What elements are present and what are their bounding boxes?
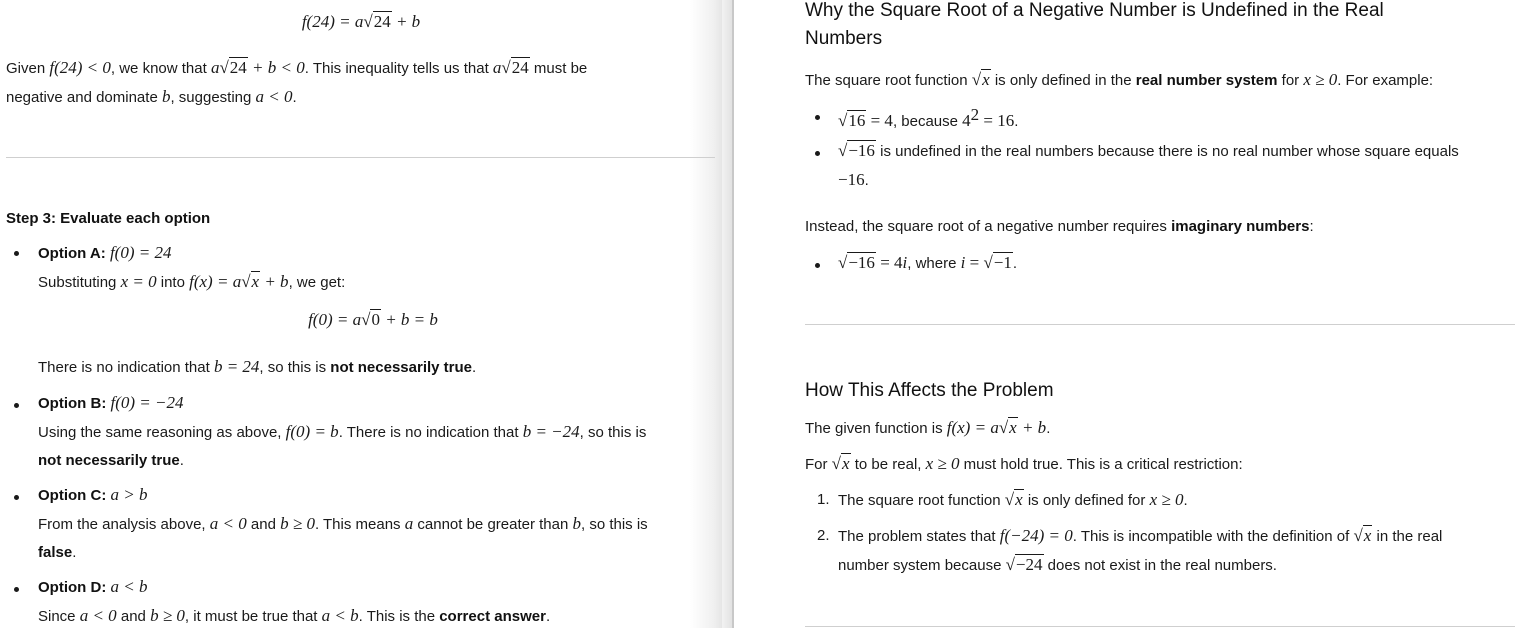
text: , we get: bbox=[288, 274, 346, 291]
text: Given bbox=[6, 60, 50, 77]
text: is only defined for bbox=[1023, 492, 1150, 509]
sqrt: √24 bbox=[501, 58, 529, 77]
math: b = −24 bbox=[522, 422, 580, 441]
sqrt: √x bbox=[241, 272, 260, 291]
text: . This is the bbox=[358, 608, 440, 625]
list-number: 1. bbox=[817, 491, 830, 508]
sqrt: √16 bbox=[838, 111, 866, 130]
exponent: 2 bbox=[970, 105, 980, 124]
radicand: −16 bbox=[848, 141, 875, 160]
text: : bbox=[1309, 218, 1314, 235]
option-label: Option A: bbox=[38, 245, 110, 262]
bullet bbox=[815, 151, 820, 156]
text: . This is incompatible with the definition of bbox=[1072, 528, 1354, 545]
text: From the analysis above, bbox=[38, 516, 210, 533]
sqrt: √24 bbox=[363, 12, 391, 31]
bold-text: correct answer bbox=[439, 608, 546, 625]
sqrt: √x bbox=[1004, 490, 1023, 509]
option-math: f(0) = 24 bbox=[109, 243, 172, 262]
text: is only defined in the bbox=[990, 72, 1136, 89]
text: There is no indication that bbox=[38, 359, 214, 376]
text: The square root function bbox=[805, 72, 972, 89]
bold-text: not necessarily true bbox=[330, 359, 473, 376]
example-bullet-1 bbox=[838, 101, 1018, 136]
text: . bbox=[72, 544, 77, 561]
sqrt: √24 bbox=[219, 58, 247, 77]
bold-text: false bbox=[38, 544, 73, 561]
math: i bbox=[902, 253, 908, 272]
math: f(0) = b bbox=[285, 422, 339, 441]
text: For bbox=[805, 456, 832, 473]
math: b ≥ 0 bbox=[150, 606, 185, 625]
bullet bbox=[815, 115, 820, 120]
given-line-1 bbox=[6, 54, 706, 83]
equation-f0 bbox=[38, 310, 708, 330]
text: . bbox=[1046, 420, 1051, 437]
text: , so this is bbox=[581, 516, 648, 533]
text: . bbox=[179, 452, 184, 469]
text: Using the same reasoning as above, bbox=[38, 424, 286, 441]
right-panel bbox=[734, 0, 1520, 628]
math: f(24) < 0 bbox=[49, 58, 111, 77]
sqrt: √x bbox=[1353, 526, 1372, 545]
text: Instead, the square root of a negative number requires bbox=[805, 218, 1172, 235]
math: = 4 bbox=[866, 111, 893, 130]
text: , we know that bbox=[110, 60, 211, 77]
divider-rule bbox=[6, 157, 715, 158]
text: . bbox=[1012, 255, 1018, 272]
eq-lhs: f(24) = a bbox=[301, 12, 364, 31]
math: x ≥ 0 bbox=[1149, 490, 1184, 509]
text: in the real bbox=[1372, 528, 1443, 545]
math: a bbox=[492, 58, 502, 77]
bullet bbox=[14, 403, 19, 408]
bullet bbox=[14, 495, 19, 500]
radicand: 24 bbox=[511, 58, 529, 77]
option-label: Option C: bbox=[38, 487, 111, 504]
sqrt: √−24 bbox=[1005, 555, 1043, 574]
option-math: a > b bbox=[110, 485, 148, 504]
text: , it must be true that bbox=[184, 608, 322, 625]
restriction-list-item-2 bbox=[838, 522, 1518, 580]
text: must be bbox=[529, 60, 588, 77]
divider-rule bbox=[805, 324, 1515, 325]
text: negative and dominate bbox=[6, 89, 162, 106]
math: + b bbox=[260, 272, 289, 291]
bold-text: imaginary numbers bbox=[1171, 218, 1310, 235]
sqrt: √0 bbox=[361, 310, 380, 329]
imaginary-bullet bbox=[838, 249, 1017, 278]
option-label: Option D: bbox=[38, 579, 111, 596]
text: , so this is bbox=[579, 424, 647, 441]
text: . bbox=[545, 608, 551, 625]
step3-heading: Step 3: Evaluate each option bbox=[6, 210, 211, 227]
math: f(x) = a bbox=[189, 272, 242, 291]
text: is undefined in the real numbers because there is no real number whose square equals bbox=[875, 143, 1459, 160]
heading-line-2: Numbers bbox=[805, 28, 883, 49]
text: number system because bbox=[838, 557, 1006, 574]
radicand: 24 bbox=[229, 58, 247, 77]
panel-shadow bbox=[714, 0, 732, 628]
eq-rhs: + b bbox=[391, 12, 421, 31]
option-label: Option B: bbox=[38, 395, 111, 412]
radicand: x bbox=[982, 70, 990, 89]
option-c bbox=[38, 481, 708, 567]
math: a bbox=[210, 58, 220, 77]
math: a < 0 bbox=[209, 514, 247, 533]
sqrt: √x bbox=[971, 70, 990, 89]
given-paragraph bbox=[6, 54, 706, 112]
radicand: x bbox=[1015, 490, 1023, 509]
option-a-label bbox=[38, 239, 708, 268]
text: Since bbox=[38, 608, 80, 625]
text: to be real, bbox=[850, 456, 926, 473]
radicand: 24 bbox=[373, 12, 391, 31]
option-a-conclusion bbox=[38, 353, 476, 382]
bold-text: not necessarily true bbox=[38, 452, 180, 469]
math: + b bbox=[1017, 418, 1047, 437]
option-d bbox=[38, 573, 708, 631]
left-panel bbox=[0, 0, 722, 628]
option-a-body bbox=[38, 268, 708, 297]
text: . For example: bbox=[1337, 72, 1434, 89]
option-math: a < b bbox=[110, 577, 148, 596]
text: , where bbox=[907, 255, 961, 272]
eq-lhs: f(0) = a bbox=[308, 310, 362, 329]
math: = bbox=[965, 253, 984, 272]
text: and bbox=[116, 608, 151, 625]
text: The problem states that bbox=[838, 528, 1000, 545]
text: Substituting bbox=[38, 274, 121, 291]
math: x ≥ 0 bbox=[925, 454, 960, 473]
math: a < 0 bbox=[79, 606, 117, 625]
text: , because bbox=[892, 113, 963, 130]
sqrt: √−1 bbox=[983, 253, 1012, 272]
text: . bbox=[864, 172, 869, 189]
math: x ≥ 0 bbox=[1303, 70, 1338, 89]
text: . bbox=[472, 359, 477, 376]
bullet bbox=[14, 587, 19, 592]
math: f(x) = a bbox=[946, 418, 999, 437]
math: a bbox=[404, 514, 414, 533]
text: cannot be greater than bbox=[413, 516, 573, 533]
section1-heading bbox=[805, 0, 1505, 53]
equation-f24 bbox=[0, 12, 722, 32]
text: for bbox=[1277, 72, 1304, 89]
bold-text: real number system bbox=[1135, 72, 1278, 89]
option-b bbox=[38, 389, 708, 475]
math: b bbox=[572, 514, 581, 533]
radicand: −1 bbox=[993, 253, 1012, 272]
text: must hold true. This is a critical restriction: bbox=[959, 456, 1243, 473]
bullet bbox=[14, 251, 19, 256]
text: . bbox=[1183, 492, 1188, 509]
text: into bbox=[156, 274, 190, 291]
math: = 4 bbox=[875, 253, 903, 272]
restriction-paragraph bbox=[805, 450, 1243, 479]
section2-heading: How This Affects the Problem bbox=[805, 380, 1054, 401]
list-number: 2. bbox=[817, 527, 830, 544]
bullet bbox=[815, 263, 820, 268]
math: x = 0 bbox=[120, 272, 157, 291]
math: b ≥ 0 bbox=[280, 514, 315, 533]
given-line-2 bbox=[6, 83, 706, 112]
math: = 16 bbox=[979, 111, 1015, 130]
radicand: x bbox=[842, 454, 850, 473]
divider-rule bbox=[805, 626, 1515, 627]
option-math: f(0) = −24 bbox=[110, 393, 184, 412]
sqrt: √x bbox=[998, 418, 1017, 437]
radicand: x bbox=[1009, 418, 1017, 437]
text: . This means bbox=[314, 516, 405, 533]
radicand: 0 bbox=[371, 310, 380, 329]
option-a bbox=[38, 239, 708, 297]
text: , suggesting bbox=[170, 89, 256, 106]
sqrt: √−16 bbox=[838, 253, 875, 272]
text: The square root function bbox=[838, 492, 1005, 509]
text: does not exist in the real numbers. bbox=[1043, 557, 1277, 574]
radicand: 16 bbox=[848, 111, 866, 130]
math: b = 24 bbox=[213, 357, 260, 376]
eq-rhs: + b = b bbox=[380, 310, 438, 329]
text: The given function is bbox=[805, 420, 947, 437]
radicand: −24 bbox=[1015, 555, 1043, 574]
instead-paragraph bbox=[805, 213, 1314, 241]
given-function-paragraph bbox=[805, 414, 1050, 443]
math: f(−24) = 0 bbox=[999, 526, 1073, 545]
math: + b < 0 bbox=[247, 58, 305, 77]
heading-line-1: Why the Square Root of a Negative Number is Undefined in the Real bbox=[805, 0, 1384, 21]
radicand: x bbox=[251, 272, 260, 291]
text: . bbox=[292, 89, 297, 106]
section1-intro bbox=[805, 66, 1517, 95]
text: and bbox=[246, 516, 281, 533]
example-bullet-2 bbox=[838, 137, 1518, 195]
text: . There is no indication that bbox=[338, 424, 523, 441]
sqrt: √−16 bbox=[838, 141, 875, 160]
math: a < 0 bbox=[255, 87, 293, 106]
math: −16 bbox=[838, 170, 865, 189]
sqrt: √x bbox=[831, 454, 850, 473]
math: a < b bbox=[321, 606, 359, 625]
radicand: −16 bbox=[848, 253, 875, 272]
math: i bbox=[960, 253, 966, 272]
restriction-list-item-1 bbox=[838, 486, 1188, 515]
text: . bbox=[1014, 113, 1019, 130]
math: b bbox=[161, 87, 171, 106]
radicand: x bbox=[1363, 526, 1372, 545]
math: 4 bbox=[962, 111, 971, 130]
text: . This inequality tells us that bbox=[304, 60, 493, 77]
text: , so this is bbox=[259, 359, 331, 376]
